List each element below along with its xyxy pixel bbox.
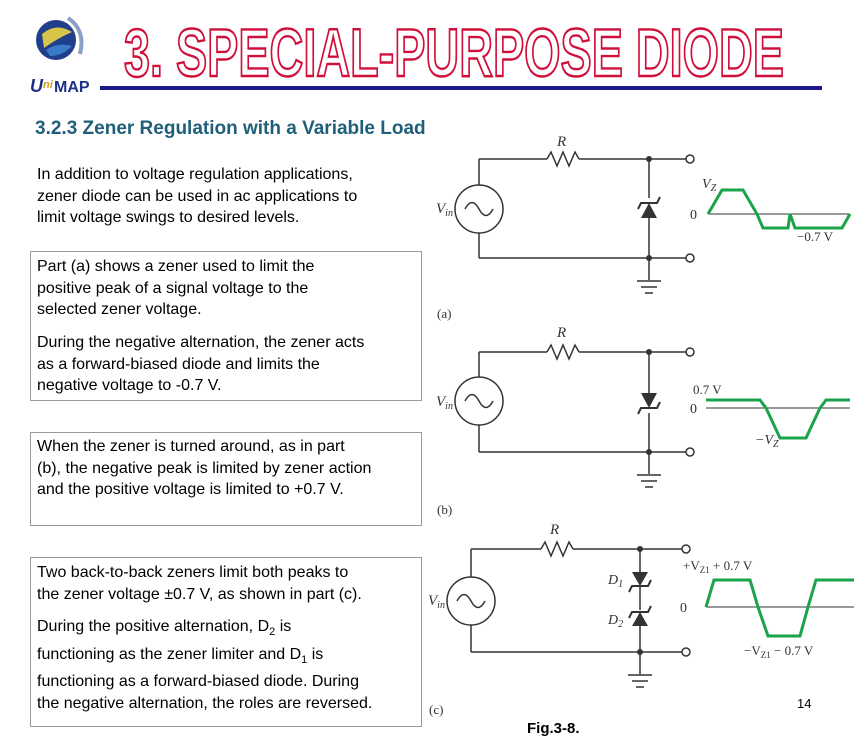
logo-text-map: MAP <box>54 79 90 96</box>
section-heading: 3.2.3 Zener Regulation with a Variable Load <box>35 118 426 139</box>
box3-paragraph1 <box>37 562 362 605</box>
svg-text:VZ: $V_Z$ <box>702 177 717 194</box>
box1-paragraph1 <box>37 256 314 321</box>
circuit-a <box>436 134 850 321</box>
figure-caption: Fig.3-8. <box>527 720 580 737</box>
svg-text:0: 0 <box>680 601 687 616</box>
zener-limiter-figure <box>425 125 857 720</box>
svg-text:+VZ1 + 0.7 V: $+V_{Z1} + 0.7$ V <box>683 558 753 575</box>
part-a-label: (a) <box>437 306 452 321</box>
logo-text-u: U <box>30 76 43 96</box>
svg-text:0: 0 <box>690 208 697 223</box>
logo-text-ni: ni <box>43 79 53 91</box>
box3-line: During the positive alternation, $D_2$ is <box>37 618 292 639</box>
box1-line: During the negative alternation, the zener acts <box>37 334 365 351</box>
page-number: 14 <box>797 696 812 711</box>
svg-text:0: 0 <box>690 402 697 417</box>
box2-paragraph <box>37 436 371 501</box>
box1-line: Part (a) shows a zener used to limit the <box>37 258 315 275</box>
svg-text:Vin: $V_{in}$ <box>436 394 453 412</box>
resistor-label: R <box>557 134 567 150</box>
box1-line: positive peak of a signal voltage to the <box>37 279 309 297</box>
box2-line: and the positive voltage is limited to +0.7 V. <box>37 481 344 498</box>
box1-paragraph2 <box>37 332 364 397</box>
box3-line: the negative alternation, the roles are reversed. <box>37 694 373 712</box>
page-title-text: 3. SPECIAL-PURPOSE DIODE <box>124 15 784 86</box>
box3-line: Two back-to-back zeners limit both peaks to <box>37 564 349 581</box>
intro-paragraph <box>37 164 357 229</box>
svg-text:D2: $D_2$ <box>608 613 624 630</box>
waveform-b <box>706 400 850 438</box>
page-title <box>120 14 800 86</box>
waveform-c <box>706 580 854 636</box>
box2-line: When the zener is turned around, as in part <box>37 438 345 455</box>
intro-line: In addition to voltage regulation applications, <box>37 166 353 183</box>
svg-text:−VZ1 − 0.7 V: $-V_{Z1} - 0.7$ V <box>744 643 814 660</box>
svg-text:Vin: $V_{in}$ <box>436 201 453 219</box>
part-b-label: (b) <box>437 502 453 517</box>
intro-line: zener diode can be used in ac applications to <box>37 187 358 205</box>
title-rule <box>100 86 822 90</box>
box1-line: negative voltage to -0.7 V. <box>37 377 222 394</box>
box1-line: selected zener voltage. <box>37 301 202 318</box>
box3-line: functioning as the zener limiter and $D_1$ is <box>37 645 324 666</box>
box1-line: as a forward-biased diode and limits the <box>37 355 320 373</box>
box3-line: the zener voltage ±0.7 V, as shown in part (c). <box>37 585 362 603</box>
circuit-c <box>428 522 854 717</box>
svg-text:0.7 V: 0.7 V <box>693 382 722 397</box>
box2-line: (b), the negative peak is limited by zener action <box>37 459 372 477</box>
waveform-a <box>708 190 850 228</box>
part-c-label: (c) <box>429 702 444 717</box>
svg-text:R: R <box>550 522 560 538</box>
box3-line: functioning as a forward-biased diode. During <box>37 673 359 691</box>
svg-text:−0.7 V: −0.7 V <box>797 229 833 244</box>
circuit-b <box>436 325 850 517</box>
box3-paragraph2 <box>37 616 372 714</box>
intro-line: limit voltage swings to desired levels. <box>37 209 300 226</box>
svg-text:D1: $D_1$ <box>608 573 624 590</box>
svg-text:−VZ: $-V_Z$ <box>755 433 779 450</box>
unimap-logo <box>28 8 100 96</box>
svg-text:R: R <box>557 325 567 341</box>
svg-text:Vin: $V_{in}$ <box>428 593 445 611</box>
